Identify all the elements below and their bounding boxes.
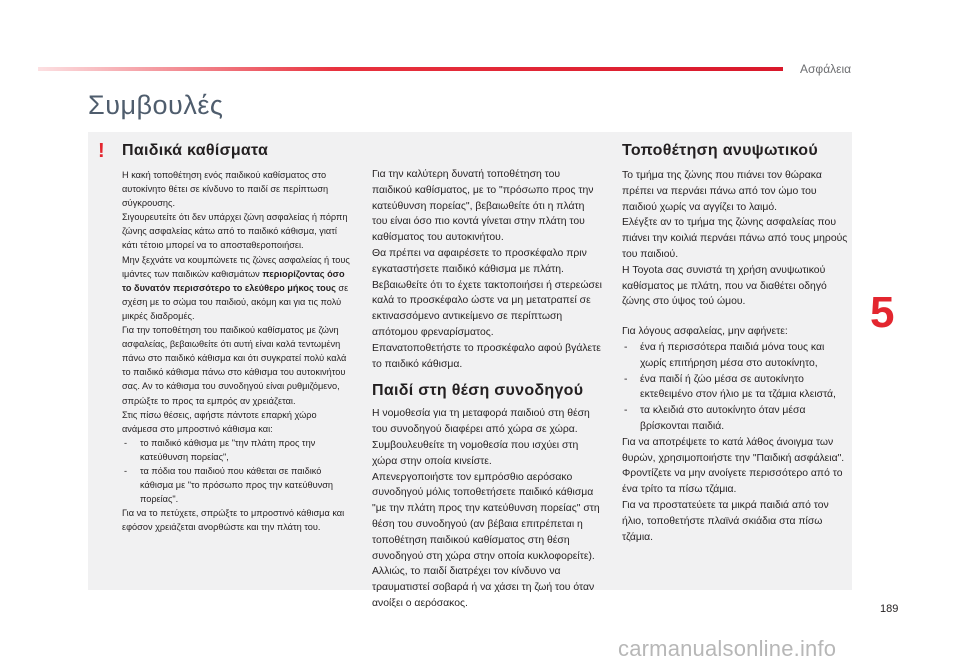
section-label: Ασφάλεια <box>800 62 852 76</box>
paragraph: Η Toyota σας συνιστά τη χρήση ανυψωτικού καθίσματος με πλάτη, που να διαθέτει οδηγό ζώνης στο ύψος τού ώμου. <box>622 264 827 308</box>
paragraph: Θα πρέπει να αφαιρέσετε το προσκέφαλο πριν εγκαταστήσετε παιδικό κάθισμα με πλάτη. <box>372 247 587 275</box>
paragraph: Ελέγξτε αν το τμήμα της ζώνης ασφαλείας που πιάνει την κοιλιά περνάει πάνω από τους μηρούς του παιδιού. <box>622 217 848 260</box>
emphasis-text: περιορίζοντας όσο το δυνατόν περισσότερο το ελεύθερο μήκος τους <box>122 268 345 293</box>
header-accent-bar <box>38 67 783 71</box>
page-title: Συμβουλές <box>88 90 224 120</box>
spacer <box>622 310 850 324</box>
paragraph: Βεβαιωθείτε ότι το έχετε τακτοποιήσει ή στερεώσει καλά το προσκέφαλο ώστε να μη μετατραπεί σε εκτινασσόμενο αντικείμενο σε περίπτωση απότομου φρεναρίσματος. <box>372 279 602 338</box>
paragraph: Για να προστατεύετε τα μικρά παιδιά από τον ήλιο, τοποθετήστε πλαϊνά σκιάδια στα πίσω τζάμια. <box>622 499 829 543</box>
column-seat-placement <box>372 167 602 612</box>
paragraph: Η νομοθεσία για τη μεταφορά παιδιού στη θέση του συνοδηγού διαφέρει από χώρα σε χώρα. Συμβουλευθείτε τη νομοθεσία που ισχύει στη χώρα στην οποία κινείστε. <box>372 408 590 467</box>
chapter-number: 5 <box>870 288 895 337</box>
paragraph: Στις πίσω θέσεις, αφήστε πάντοτε επαρκή χώρο ανάμεσα στο μπροστινό κάθισμα και: <box>122 409 317 434</box>
paragraph: Για να το πετύχετε, σπρώξτε το μπροστινό κάθισμα και εφόσον χρειάζεται ανορθώστε και την πλάτη του. <box>122 508 345 533</box>
paragraph: Για λόγους ασφαλείας, μην αφήνετε: <box>622 326 788 338</box>
paragraph: Για την τοποθέτηση του παιδικού καθίσματος με ζώνη ασφαλείας, βεβαιωθείτε ότι αυτή είναι καλά τεντωμένη πάνω στο παιδικό κάθισμα και ότι συγκρατεί πολύ καλά το παιδικό κάθισμα πάνω στο κάθισμα του αυτοκινήτου σας. Αν το κάθισμα του συνοδηγού είναι ρυθμιζόμενο, σπρώξτε το προς τα εμπρός αν χρειάζεται. <box>122 325 347 406</box>
list-item: - ένα παιδί ή ζώο μέσα σε αυτοκίνητο εκτεθειμένο στον ήλιο με τα τζάμια κλειστά, <box>622 372 850 404</box>
paragraph: Το τμήμα της ζώνης που πιάνει τον θώρακα πρέπει να περνάει πάνω από τον ώμο του παιδιού χωρίς να αγγίζει το λαιμό. <box>622 170 822 213</box>
paragraph: Μην ξεχνάτε να κουμπώνετε τις ζώνες ασφαλείας ή τους ιμάντες των παιδικών καθισμάτων περιορίζοντας όσο το δυνατόν περισσότερο το ελεύθερο μήκος τους σε σχέση με το σώμα του παιδιού, ακόμη και για τις πολύ μικρές διαδρομές. <box>122 254 350 321</box>
list-item: - το παιδικό κάθισμα με "την πλάτη προς την κατεύθυνση πορείας", <box>122 436 354 464</box>
rear-seat-list <box>122 436 354 506</box>
safety-list <box>622 340 850 435</box>
heading-child-seats: Παιδικά καθίσματα <box>122 142 269 159</box>
exclamation-warning-icon: ! <box>98 140 105 162</box>
paragraph: Απενεργοποιήστε τον εμπρόσθιο αερόσακο συνοδηγού μόλις τοποθετήσετε παιδικό κάθισμα "με την πλάτη προς την κατεύθυνση πορείας" στη θέση του συνοδηγού (αν βέβαια επιτρέπεται η τοποθέτηση παιδικού καθίσματος στη θέση συνοδηγού στη χώρα στην οποία κυκλοφορείτε). Αλλιώς, το παιδί διατρέχει τον κίνδυνο να τραυματιστεί σοβαρά ή να χάσει τη ζωή του όταν ανοίξει ο αερόσακος. <box>372 471 600 609</box>
list-item: - τα κλειδιά στο αυτοκίνητο όταν μέσα βρίσκονται παιδιά. <box>622 403 850 435</box>
page-number: 189 <box>880 603 899 615</box>
column-booster-seat <box>622 142 850 545</box>
paragraph: Για να αποτρέψετε το κατά λάθος άνοιγμα των θυρών, χρησιμοποιήστε την "Παιδική ασφάλεια". <box>622 436 845 464</box>
paragraph: Η κακή τοποθέτηση ενός παιδικού καθίσματος στο αυτοκίνητο θέτει σε κίνδυνο το παιδί σε περίπτωση σύγκρουσης. <box>122 170 329 209</box>
heading-booster-seat: Τοποθέτηση ανυψωτικού <box>622 142 818 159</box>
list-item: - ένα ή περισσότερα παιδιά μόνα τους και χωρίς επιτήρηση μέσα στο αυτοκίνητο, <box>622 340 850 372</box>
paragraph: Επανατοποθετήστε το προσκέφαλο αφού βγάλετε το παιδικό κάθισμα. <box>372 342 601 370</box>
column-child-seats <box>122 142 354 534</box>
heading-front-passenger: Παιδί στη θέση συνοδηγού <box>372 382 584 400</box>
paragraph: Σιγουρευτείτε ότι δεν υπάρχει ζώνη ασφαλείας ή πόρπη ζώνης ασφαλείας κάτω από το παιδικό κάθισμα, γιατί κάτι τέτοιο μπορεί να το αποσταθεροποιήσει. <box>122 212 348 251</box>
list-item: - τα πόδια του παιδιού που κάθεται σε παιδικό κάθισμα με "το πρόσωπο προς την κατεύθυνση πορείας". <box>122 464 354 506</box>
paragraph: Φροντίζετε να μην ανοίγετε περισσότερο από το ένα τρίτο τα πίσω τζάμια. <box>622 468 843 496</box>
watermark: carmanualsonline.info <box>618 636 837 661</box>
paragraph: Για την καλύτερη δυνατή τοποθέτηση του παιδικού καθίσματος, με το "πρόσωπο προς την κατεύθυνση πορείας", βεβαιωθείτε ότι η πλάτη του είναι όσο πιο κοντά γίνεται στην πλάτη του καθίσματος του αυτοκινήτου. <box>372 169 594 244</box>
